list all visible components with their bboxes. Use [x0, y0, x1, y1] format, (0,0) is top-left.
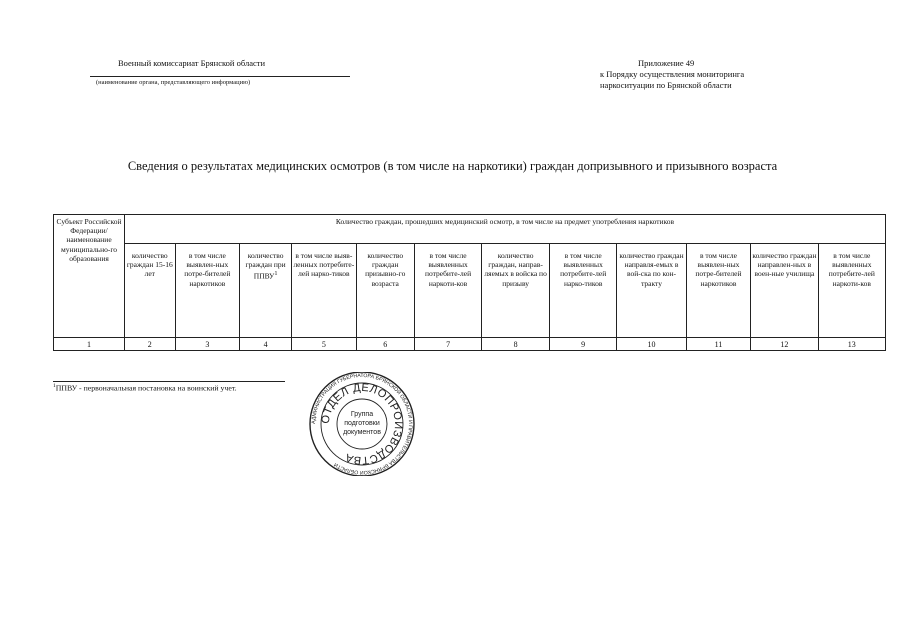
column-number: 6 — [356, 338, 414, 351]
subject-header-cell: Субъект Российской Федерации/ наименование муниципально-го образования — [54, 215, 125, 338]
stamp-center-line-2: подготовки — [344, 420, 380, 427]
official-stamp — [294, 372, 430, 476]
appendix-line-2: к Порядку осуществления мониторинга — [600, 69, 745, 79]
column-header-13: в том числе выявленных потребите-лей наркоти-ков — [818, 244, 885, 338]
organization-name: Военный комиссариат Брянской области — [118, 58, 266, 68]
column-header-5: в том числе выяв-ленных потребите-лей нарко-тиков — [292, 244, 356, 338]
organization-caption: (наименование органа, представляющего информацию) — [96, 79, 251, 86]
stamp-center-line-3: документов — [343, 429, 381, 436]
column-header-11: в том числе выявлен-ных потре-бителей наркотиков — [686, 244, 751, 338]
column-number: 1 — [54, 338, 125, 351]
footnote — [53, 383, 237, 393]
footnote-text: ППВУ - первоначальная постановка на воинский учет. — [55, 383, 237, 393]
stamp-center-line-1: Группа — [350, 411, 374, 418]
organization-underline — [90, 76, 350, 77]
column-header-3: в том числе выявлен-ных потре-бителей наркотиков — [175, 244, 240, 338]
column-number: 11 — [686, 338, 751, 351]
column-number: 13 — [818, 338, 885, 351]
column-number: 2 — [125, 338, 176, 351]
appendix-line-3: наркоситуации по Брянской области — [600, 80, 732, 90]
column-number: 3 — [175, 338, 240, 351]
column-header-6: количество граждан призывно-го возраста — [356, 244, 414, 338]
column-header-row — [54, 244, 886, 338]
footnote-separator — [53, 381, 285, 382]
column-number: 12 — [751, 338, 818, 351]
column-number: 10 — [617, 338, 686, 351]
column-number: 8 — [482, 338, 550, 351]
appendix-line-1: Приложение 49 — [638, 58, 695, 68]
span-header-cell: Количество граждан, прошедших медицинский осмотр, в том числе на предмет употребления наркотиков — [125, 215, 886, 244]
column-header-4: количество граждан при ППВУ$^1$ — [240, 244, 292, 338]
column-header-2: количество граждан 15-16 лет — [125, 244, 176, 338]
column-header-8: количество граждан, направ-ляемых в войска по призыву — [482, 244, 550, 338]
column-number-row — [54, 338, 886, 351]
document-title: Сведения о результатах медицинских осмотров (в том числе на наркотики) граждан допризывного и призывного возраста — [127, 159, 778, 173]
column-number: 5 — [292, 338, 356, 351]
column-header-12: количество граждан направлен-ных в воен-ные училища — [751, 244, 818, 338]
column-number: 4 — [240, 338, 292, 351]
column-header-7: в том числе выявленных потребите-лей наркоти-ков — [414, 244, 481, 338]
column-header-9: в том числе выявленных потребите-лей нарко-тиков — [550, 244, 617, 338]
stamp-ring-text: ОТДЕЛ ДЕЛОПРОИЗВОДСТВА — [319, 381, 405, 467]
appendix-note — [600, 58, 765, 91]
column-number: 7 — [414, 338, 481, 351]
column-header-10: количество граждан направля-емых в вой-ска по кон-тракту — [617, 244, 686, 338]
footnote-marker: 1 — [53, 383, 56, 389]
table-header-row — [54, 215, 886, 244]
stamp-outer-text: АДМИНИСТРАЦИЯ ГУБЕРНАТОРА БРЯНСКОЙ ОБЛАСТИ И ПРАВИТЕЛЬСТВА БРЯНСКОЙ ОБЛАСТИ — [310, 372, 414, 476]
column-number: 9 — [550, 338, 617, 351]
report-table — [53, 214, 886, 351]
footnote-ref: 1 — [274, 270, 278, 278]
